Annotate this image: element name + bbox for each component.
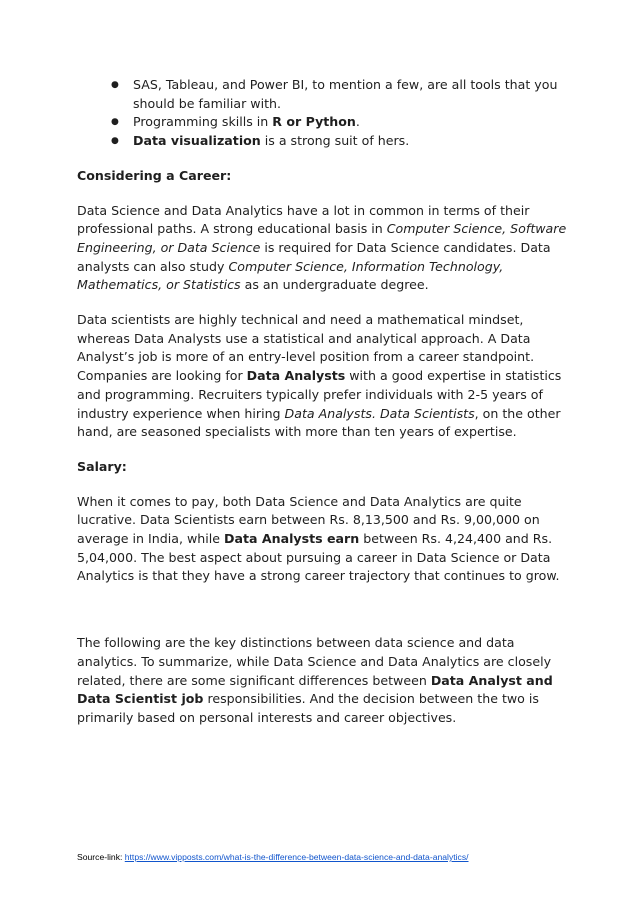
- paragraph-summary: The following are the key distinctions between data science and data analytics. To summarize, while Data Science and Data Analytics are closely related, there are some significant differences between Data Analyst and Data Scientist job responsibilities. And the decision between the two is primarily based on personal interests and career objectives.: [77, 635, 553, 725]
- bullet-item: ● SAS, Tableau, and Power BI, to mention a few, are all tools that you should be familiar with.: [133, 76, 567, 113]
- source-link[interactable]: https://www.vipposts.com/what-is-the-difference-between-data-science-and-data-analytics/: [124, 852, 469, 862]
- skills-bullet-list: [77, 76, 567, 151]
- section-heading-career: Considering a Career:: [77, 167, 232, 183]
- paragraph-salary: When it comes to pay, both Data Science and Data Analytics are quite lucrative. Data Scientists earn between Rs. 8,13,500 and Rs. 9,00,000 on average in India, while Data Analysts earn between Rs. 4,24,400 and Rs. 5,04,000. The best aspect about pursuing a career in Data Science or Data Analytics is that they have a strong career trajectory that continues to grow.: [77, 493, 560, 584]
- bullet-item: ● Data visualization is a strong suit of hers.: [133, 132, 567, 151]
- source-footer: [77, 852, 469, 862]
- section-heading-salary: Salary:: [77, 458, 127, 474]
- source-label: Source-link:: [77, 852, 125, 862]
- document-body: [77, 76, 567, 728]
- paragraph-career-profiles: Data scientists are highly technical and need a mathematical mindset, whereas Data Analysts use a statistical and analytical approach. A Data Analyst’s job is more of an entry-level position from a career standpoint. Companies are looking for Data Analysts with a good expertise in statistics and programming. Recruiters typically prefer individuals with 2-5 years of industry experience when hiring Data Analysts. Data Scientists, on the other hand, are seasoned specialists with more than ten years of expertise.: [77, 312, 562, 440]
- bullet-item: ● Programming skills in R or Python.: [133, 113, 567, 132]
- paragraph-career-paths: Data Science and Data Analytics have a lot in common in terms of their professional paths. A strong educational basis in Computer Science, Software Engineering, or Data Science is required for Data Science candidates. Data analysts can also study Computer Science, Information Technology, Mathematics, or Statistics as an undergraduate degree.: [77, 202, 567, 293]
